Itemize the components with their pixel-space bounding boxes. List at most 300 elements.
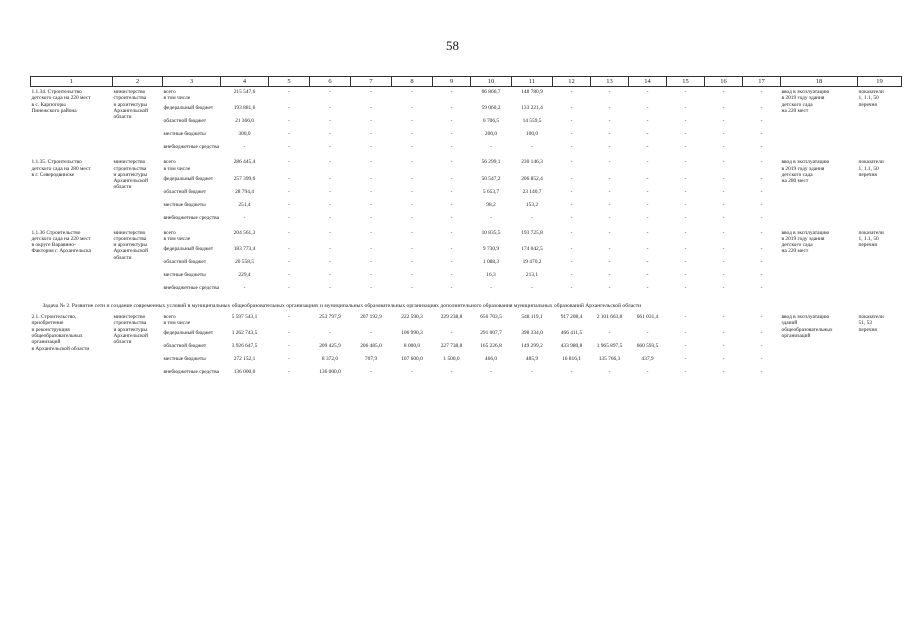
funding-source: внебюджетные средства bbox=[163, 284, 219, 291]
funding-value: 20 558,5 bbox=[235, 258, 254, 265]
funding-value: - bbox=[450, 89, 453, 95]
funding-value: 209 425,9 bbox=[319, 343, 341, 350]
funding-value bbox=[351, 320, 392, 330]
funding-value: - bbox=[370, 105, 372, 112]
funding-value: - bbox=[450, 105, 453, 112]
funding-value: 206 852,4 bbox=[521, 175, 543, 182]
funding-value: - bbox=[450, 188, 453, 195]
funding-value: - bbox=[329, 118, 331, 125]
funding-value bbox=[743, 320, 781, 330]
funding-value: 229,4 bbox=[238, 271, 251, 278]
funding-value bbox=[512, 95, 553, 105]
funding-value: 28 794,4 bbox=[235, 188, 254, 195]
funding-value: 8 000,0 bbox=[403, 343, 421, 350]
funding-value: - bbox=[288, 229, 290, 236]
funding-value: - bbox=[531, 284, 533, 291]
funding-value: - bbox=[411, 369, 413, 376]
object-name: 1.1.36 Строительство детского сада на 220 мест в округе Варавино- Фактория г. Архангельска bbox=[31, 229, 91, 255]
funding-value: - bbox=[288, 118, 290, 125]
funding-value: - bbox=[608, 245, 611, 252]
funding-value: - bbox=[450, 284, 453, 291]
funding-value: 153,2 bbox=[525, 201, 539, 208]
funding-value: 5 597 543,1 bbox=[231, 314, 258, 321]
column-number: 19 bbox=[858, 77, 902, 87]
task-row bbox=[31, 298, 902, 312]
funding-value: - bbox=[490, 144, 492, 151]
funding-value: - bbox=[760, 343, 763, 350]
funding-value: - bbox=[646, 271, 649, 278]
funding-value: 16,3 bbox=[486, 271, 496, 278]
funding-source: внебюджетные средства bbox=[163, 214, 219, 221]
funding-value: - bbox=[608, 201, 611, 208]
funding-value: 149 299,2 bbox=[521, 343, 543, 350]
funding-value: 291 007,7 bbox=[480, 330, 502, 337]
funding-value bbox=[667, 320, 705, 330]
funding-value bbox=[310, 236, 351, 246]
funding-value bbox=[471, 236, 512, 246]
funding-value: - bbox=[608, 175, 611, 182]
funding-value: 286 445,4 bbox=[233, 159, 256, 166]
column-number: 14 bbox=[629, 77, 667, 87]
funding-value: - bbox=[450, 175, 453, 182]
funding-value: - bbox=[411, 118, 413, 125]
funding-source: местные бюджеты bbox=[163, 201, 206, 208]
funding-source: внебюджетные средства bbox=[163, 369, 219, 376]
task-heading: Задача № 2. Развитие сети и создание современных условий в муниципальных общеобразовательных организациях и муниципальных образовательных организациях дополнительного образования муниципальных образований Архангельской области bbox=[42, 302, 642, 309]
funding-value: - bbox=[646, 214, 649, 221]
funding-value: - bbox=[411, 214, 413, 221]
funding-value: 1 088,3 bbox=[482, 258, 500, 265]
funding-value: - bbox=[684, 188, 687, 195]
funding-value bbox=[667, 236, 705, 246]
funding-value: - bbox=[722, 131, 725, 138]
funding-value: 135 766,3 bbox=[598, 356, 621, 363]
funding-value: - bbox=[450, 369, 453, 376]
funding-value: - bbox=[288, 343, 290, 350]
funding-value: - bbox=[760, 356, 763, 363]
indicator-ref: показатели 1, 1.1, 50 перечня bbox=[858, 229, 884, 249]
funding-value: 5 653,7 bbox=[482, 188, 500, 195]
funding-value bbox=[310, 166, 351, 176]
funding-value: - bbox=[531, 214, 533, 221]
funding-value: - bbox=[646, 330, 649, 337]
funding-value: - bbox=[570, 369, 573, 376]
funding-value: - bbox=[760, 201, 763, 208]
funding-value: - bbox=[288, 105, 290, 112]
funding-value: 59 060,2 bbox=[481, 105, 501, 112]
funding-value: - bbox=[570, 229, 573, 236]
funding-value bbox=[705, 236, 743, 246]
funding-source: всего bbox=[163, 89, 176, 95]
funding-value: - bbox=[760, 89, 763, 95]
funding-value bbox=[392, 320, 433, 330]
funding-value: 251,4 bbox=[238, 201, 251, 208]
funding-value bbox=[392, 166, 433, 176]
funding-value: - bbox=[411, 201, 413, 208]
funding-value: - bbox=[570, 131, 573, 138]
funding-value: 107 600,0 bbox=[401, 356, 423, 363]
funding-value: - bbox=[608, 369, 611, 376]
funding-value bbox=[310, 320, 351, 330]
funding-value: - bbox=[722, 214, 725, 221]
funding-value: - bbox=[411, 131, 413, 138]
funding-value bbox=[591, 320, 629, 330]
funding-value: - bbox=[329, 144, 331, 151]
funding-value: - bbox=[646, 258, 649, 265]
funding-value: - bbox=[329, 214, 331, 221]
funding-value: - bbox=[288, 201, 290, 208]
funding-value: - bbox=[411, 258, 413, 265]
funding-value: 661 031,4 bbox=[636, 314, 659, 321]
funding-value: - bbox=[411, 159, 413, 166]
funding-value: - bbox=[411, 245, 413, 252]
funding-value: - bbox=[608, 229, 611, 236]
funding-value: 9 730,9 bbox=[482, 245, 500, 252]
funding-value: - bbox=[684, 330, 687, 337]
funding-value: - bbox=[646, 201, 649, 208]
funding-value bbox=[351, 95, 392, 105]
funding-value: - bbox=[243, 284, 246, 291]
funding-value bbox=[512, 320, 553, 330]
funding-value: - bbox=[684, 131, 687, 138]
funding-value: 1 965 897,5 bbox=[596, 343, 623, 350]
funding-value: - bbox=[684, 356, 687, 363]
funding-value: - bbox=[722, 89, 725, 95]
column-number: 1 bbox=[31, 77, 113, 87]
funding-value bbox=[433, 95, 471, 105]
funding-value: - bbox=[646, 284, 649, 291]
funding-value: - bbox=[684, 271, 687, 278]
funding-value: 21 366,0 bbox=[235, 118, 254, 125]
funding-value: 485,9 bbox=[525, 356, 539, 363]
column-number: 2 bbox=[113, 77, 163, 87]
funding-value: - bbox=[608, 188, 611, 195]
funding-value bbox=[553, 166, 591, 176]
funding-value: - bbox=[646, 369, 649, 376]
funding-value: - bbox=[370, 175, 372, 182]
funding-value: - bbox=[243, 144, 246, 151]
column-number: 16 bbox=[705, 77, 743, 87]
funding-value: - bbox=[329, 105, 331, 112]
funding-value bbox=[553, 320, 591, 330]
funding-value bbox=[591, 236, 629, 246]
funding-value: - bbox=[370, 89, 372, 95]
funding-value: - bbox=[370, 214, 372, 221]
funding-value bbox=[512, 166, 553, 176]
funding-value: - bbox=[288, 159, 290, 166]
column-number-row bbox=[31, 77, 902, 87]
funding-value: - bbox=[450, 131, 453, 138]
funding-value bbox=[667, 166, 705, 176]
funding-value: - bbox=[722, 245, 725, 252]
expected-result: ввод в эксплуатацию в 2019 году здания детского сада на 220 мест bbox=[781, 229, 830, 255]
column-number: 5 bbox=[269, 77, 310, 87]
funding-source: областной бюджет bbox=[163, 343, 207, 350]
funding-value: - bbox=[646, 245, 649, 252]
funding-value: 200,0 bbox=[484, 131, 498, 138]
funding-value bbox=[392, 236, 433, 246]
funding-value: - bbox=[722, 159, 725, 166]
funding-value: - bbox=[646, 229, 649, 236]
funding-value: 106 990,3 bbox=[401, 330, 423, 337]
funding-value: - bbox=[329, 271, 331, 278]
funding-source: всего bbox=[163, 159, 176, 166]
funding-value: - bbox=[646, 131, 649, 138]
funding-value: - bbox=[450, 271, 453, 278]
funding-value: - bbox=[450, 144, 453, 151]
funding-value: 8 372,0 bbox=[321, 356, 339, 363]
funding-value: - bbox=[570, 245, 573, 252]
expected-result: ввод в эксплуатацию в 2019 году здания детского сада на 220 мест bbox=[781, 89, 830, 114]
funding-value: - bbox=[570, 258, 573, 265]
funding-value: - bbox=[370, 284, 372, 291]
funding-value: - bbox=[684, 284, 687, 291]
funding-source: в том числе bbox=[163, 95, 191, 102]
funding-value bbox=[553, 236, 591, 246]
funding-value: - bbox=[450, 118, 453, 125]
funding-value: - bbox=[329, 175, 331, 182]
funding-value: - bbox=[288, 330, 290, 337]
funding-value: - bbox=[722, 284, 725, 291]
funding-source: всего bbox=[163, 314, 176, 321]
funding-value: 165 226,8 bbox=[480, 343, 502, 350]
funding-value: - bbox=[760, 175, 763, 182]
funding-value: - bbox=[329, 159, 331, 166]
funding-value bbox=[471, 166, 512, 176]
funding-value: - bbox=[760, 105, 763, 112]
funding-value: - bbox=[288, 188, 290, 195]
funding-value: - bbox=[490, 214, 492, 221]
funding-value: - bbox=[288, 258, 290, 265]
funding-value: - bbox=[722, 271, 725, 278]
funding-value: - bbox=[722, 356, 725, 363]
funding-source: федеральный бюджет bbox=[163, 105, 214, 112]
funding-value: - bbox=[288, 271, 290, 278]
funding-value: - bbox=[288, 214, 290, 221]
funding-value: - bbox=[684, 118, 687, 125]
funding-value: 230 146,3 bbox=[521, 159, 543, 166]
funding-value: - bbox=[288, 144, 290, 151]
funding-value: 213,1 bbox=[525, 271, 539, 278]
funding-value bbox=[433, 166, 471, 176]
funding-value: - bbox=[760, 188, 763, 195]
object-row bbox=[31, 312, 902, 320]
funding-source: областной бюджет bbox=[163, 188, 207, 195]
column-number: 17 bbox=[743, 77, 781, 87]
funding-value: - bbox=[760, 258, 763, 265]
funding-value: - bbox=[608, 258, 611, 265]
object-row bbox=[31, 157, 902, 165]
funding-value: 1 500,0 bbox=[443, 356, 460, 363]
funding-value: 466 411,5 bbox=[560, 330, 583, 337]
funding-value: - bbox=[329, 89, 331, 95]
funding-value: - bbox=[760, 159, 763, 166]
funding-value: - bbox=[411, 271, 413, 278]
funding-value bbox=[269, 236, 310, 246]
funding-value: - bbox=[570, 105, 573, 112]
funding-value: - bbox=[570, 89, 573, 95]
indicator-ref: показатели 1, 1.1, 50 перечня bbox=[858, 159, 884, 178]
funding-value: - bbox=[684, 245, 687, 252]
funding-source: областной бюджет bbox=[163, 118, 207, 125]
funding-source: местные бюджеты bbox=[163, 131, 206, 138]
funding-value: 183 773,4 bbox=[233, 245, 256, 252]
funding-value: 398 334,0 bbox=[521, 330, 543, 337]
column-number: 12 bbox=[553, 77, 591, 87]
funding-value: 3 926 647,5 bbox=[231, 343, 258, 350]
column-number: 13 bbox=[591, 77, 629, 87]
funding-value: - bbox=[531, 369, 533, 376]
funding-value: - bbox=[570, 201, 573, 208]
funding-value: - bbox=[370, 330, 372, 337]
funding-value: 174 042,5 bbox=[521, 245, 543, 252]
funding-value bbox=[221, 236, 269, 246]
funding-value: - bbox=[288, 245, 290, 252]
funding-value: 548 119,1 bbox=[521, 314, 543, 321]
funding-value: - bbox=[411, 105, 413, 112]
funding-value: - bbox=[608, 89, 611, 95]
funding-value: - bbox=[722, 105, 725, 112]
funding-value: - bbox=[288, 131, 290, 138]
funding-value bbox=[705, 320, 743, 330]
funding-value bbox=[269, 320, 310, 330]
funding-value: 14 559,5 bbox=[522, 118, 542, 125]
funding-value: - bbox=[722, 258, 725, 265]
responsible-executor: министерство строительства и архитектуры Архангельской области bbox=[113, 314, 148, 346]
funding-value: - bbox=[760, 284, 763, 291]
funding-value: - bbox=[570, 159, 573, 166]
column-number: 3 bbox=[163, 77, 221, 87]
funding-value: - bbox=[329, 284, 331, 291]
column-number: 9 bbox=[433, 77, 471, 87]
funding-value: - bbox=[684, 144, 687, 151]
funding-value: - bbox=[370, 118, 372, 125]
funding-value: - bbox=[288, 175, 290, 182]
funding-value bbox=[433, 320, 471, 330]
funding-value: - bbox=[608, 284, 611, 291]
funding-value bbox=[269, 166, 310, 176]
funding-value: 19 470,2 bbox=[522, 258, 542, 265]
funding-value: - bbox=[329, 201, 331, 208]
funding-source: внебюджетные средства bbox=[163, 144, 219, 151]
funding-value bbox=[553, 95, 591, 105]
funding-value: - bbox=[329, 131, 331, 138]
funding-value: - bbox=[608, 330, 611, 337]
indicator-ref: показатели 1, 1.1, 50 перечня bbox=[858, 89, 884, 108]
funding-value: 133 221,4 bbox=[521, 105, 543, 112]
funding-value: - bbox=[288, 356, 290, 363]
funding-value: - bbox=[450, 201, 453, 208]
funding-value: 433 980,8 bbox=[560, 343, 583, 350]
object-name: 1.1.34. Строительство детского сада на 220 мест в с. Карпогоры Пинежского района bbox=[31, 89, 91, 114]
funding-value bbox=[743, 236, 781, 246]
funding-value: - bbox=[370, 188, 372, 195]
expected-result: ввод в эксплуатацию зданий общеобразовательных организаций bbox=[781, 314, 833, 340]
funding-value: - bbox=[646, 89, 649, 95]
funding-value: 56 299,1 bbox=[481, 159, 501, 166]
funding-value: 707,9 bbox=[364, 356, 378, 363]
funding-value: 660 593,5 bbox=[636, 343, 659, 350]
expected-result: ввод в эксплуатацию в 2019 году здания детского сада на 280 мест bbox=[781, 159, 830, 185]
funding-value: 222 590,3 bbox=[401, 314, 423, 321]
funding-value: - bbox=[760, 271, 763, 278]
funding-value: - bbox=[722, 314, 725, 321]
funding-source: федеральный бюджет bbox=[163, 175, 214, 182]
funding-value: - bbox=[608, 144, 611, 151]
funding-value: 300,0 bbox=[238, 131, 251, 138]
funding-value: - bbox=[722, 343, 725, 350]
funding-value bbox=[512, 236, 553, 246]
funding-value: - bbox=[646, 105, 649, 112]
funding-value: - bbox=[570, 284, 573, 291]
funding-value: - bbox=[243, 214, 246, 221]
column-number: 6 bbox=[310, 77, 351, 87]
funding-value: 6 706,5 bbox=[482, 118, 500, 125]
funding-value: - bbox=[760, 330, 763, 337]
funding-value bbox=[629, 95, 667, 105]
funding-value: - bbox=[760, 144, 763, 151]
funding-value bbox=[433, 236, 471, 246]
funding-value bbox=[310, 95, 351, 105]
funding-value: - bbox=[722, 118, 725, 125]
funding-value: - bbox=[450, 258, 453, 265]
funding-value bbox=[221, 95, 269, 105]
funding-value: - bbox=[288, 89, 290, 95]
funding-value: 656 703,5 bbox=[480, 314, 502, 321]
funding-value: 16 816,1 bbox=[562, 356, 581, 363]
funding-value: 50 547,2 bbox=[481, 175, 501, 182]
funding-value: 136 000,0 bbox=[319, 369, 341, 376]
funding-value: 66 866,7 bbox=[481, 89, 501, 95]
funding-value: - bbox=[760, 314, 763, 321]
funding-value bbox=[221, 166, 269, 176]
funding-value: - bbox=[570, 214, 573, 221]
funding-value bbox=[667, 95, 705, 105]
funding-value: - bbox=[684, 175, 687, 182]
funding-value bbox=[351, 166, 392, 176]
responsible-executor: министерство строительства и архитектуры Архангельской области bbox=[113, 159, 148, 191]
column-number: 15 bbox=[667, 77, 705, 87]
column-number: 8 bbox=[392, 77, 433, 87]
funding-value: - bbox=[684, 214, 687, 221]
funding-value: 917 208,4 bbox=[560, 314, 583, 321]
funding-value: - bbox=[370, 159, 372, 166]
funding-value: - bbox=[684, 229, 687, 236]
funding-value: - bbox=[722, 201, 725, 208]
funding-value: - bbox=[370, 229, 372, 236]
funding-value: - bbox=[722, 188, 725, 195]
funding-value: - bbox=[490, 284, 492, 291]
funding-value: - bbox=[684, 89, 687, 95]
funding-value: 206 485,0 bbox=[360, 343, 382, 350]
funding-value: - bbox=[288, 369, 290, 376]
funding-value: - bbox=[722, 175, 725, 182]
funding-value: - bbox=[450, 159, 453, 166]
funding-value bbox=[392, 95, 433, 105]
funding-value bbox=[591, 166, 629, 176]
column-number: 18 bbox=[781, 77, 858, 87]
column-number: 7 bbox=[351, 77, 392, 87]
funding-value: - bbox=[646, 188, 649, 195]
funding-value: - bbox=[411, 229, 413, 236]
funding-value: 10 835,5 bbox=[481, 229, 501, 236]
funding-value bbox=[629, 320, 667, 330]
funding-value bbox=[221, 320, 269, 330]
funding-value: - bbox=[684, 369, 687, 376]
funding-source: местные бюджеты bbox=[163, 356, 206, 363]
funding-value: - bbox=[450, 214, 453, 221]
funding-value: - bbox=[722, 369, 725, 376]
